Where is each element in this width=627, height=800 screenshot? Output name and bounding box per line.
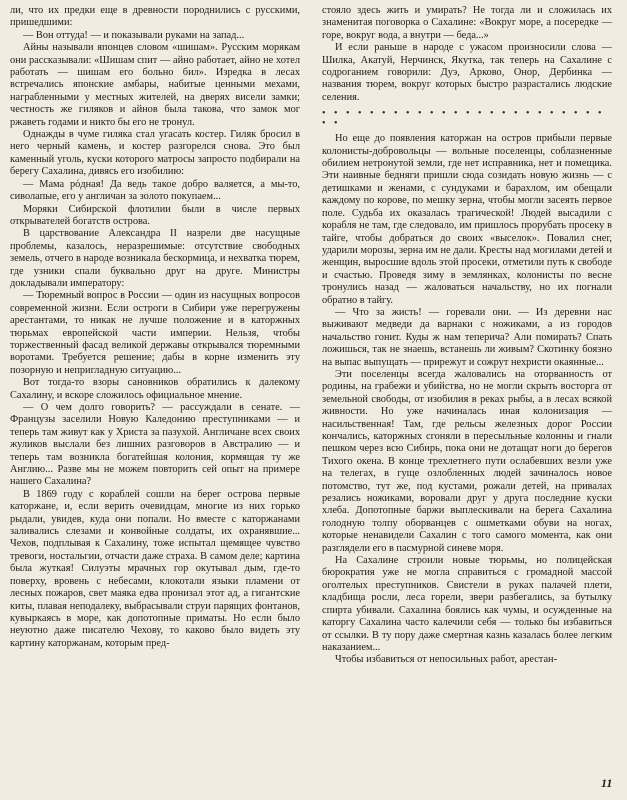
paragraph: На Сахалине строили новые тюрьмы, но полицейская бюрократия уже не могла справиться с громадной массой оголтелых преступников. Свистели в руках палачей плети, кладбища росли, леса горели, звери разбегались, за бутылку спирта убивали. Сахалина боялись как чумы, и осужденные на каторгу Сахалина часто калечили себя — только бы избавиться от ссылки. В ту пору даже смертная казнь казалась более легким наказанием...	[322, 555, 612, 653]
left-column	[10, 5, 300, 795]
paragraph: — О чем долго говорить? — рассуждали в сенате. — Французы заселили Новую Каледонию преступниками — и теперь там живут как у Христа за пазухой. Англичане всех своих жуликов выслали без лишних разговоров в Австралию — и теперь там возникла богатейшая колония, кормящая ту же Англию... Разве мы не можем повторить сей опыт на примере нашего Сахалина?	[10, 402, 300, 488]
right-column	[322, 5, 612, 765]
paragraph: Чтобы избавиться от непосильных работ, арестан-	[335, 654, 558, 666]
paragraph: В 1869 году с кораблей сошли на берег острова первые каторжане, и, если верить очевидцам, многие из них горько рыдали, увидев, куда они попали. Но вместе с каторжанами заливались слезами и конвойные солдаты, их охранявшие... Чехов, подплывая к Сахалину, тоже испытал щемящее чувство тревоги, ностальгии, отчасти даже страха. В самом деле; картина была жуткая! Силуэты мрачных гор окутывал дым, где-то поверху, вровень с небесами, клокотали языки пламени от лесных пожаров, свет маяка едва пронизал этот ад, а гигантские киты, плавая неподалеку, выбрасывали струи парящих фонтанов, кувыркаясь в море, как допотопные приматы. Но если было неуютно даже писателю Чехову, то каково было видеть эту картину каторжанам, которым пред-	[10, 488, 300, 649]
paragraph: В царствование Александра II назрели две насущные проблемы, казалось, неразрешимые: отсутствие свободных земель, отчего в народе возникала бескормица, и нехватка тюрем, где узники спали буквально друг на друге. Министры докладывали императору:	[10, 228, 300, 289]
paragraph: Но еще до появления каторжан на остров прибыли первые колонисты-добровольцы — вольные поселенцы, соблазненные обилием нетронутой земли, где нет исправника, нет и помещика. Эти наивные бедняги пришли сюда созидать новую жизнь — с детишками и женами, с сундуками и барахлом, им обещали каждому по корове, по мешку зерна, чтобы могли засеять первое поле. Судьба их оказалась трагической! Людей высадили с корабля не там, где следовало, им пришлось прорубать просеку в тайге, чтобы добраться до своих «выселок». Повалил снег, ударили морозы, зерна им не дали. Кресты над могилами детей и женщин, выросшие вдоль этой просеки, отметили путь к свободе и счастью. Проведя зиму в землянках, колонисты по весне тронулись назад — жаловаться начальству, но их погнали обратно в тайгу.	[322, 133, 612, 306]
paragraph: Моряки Сибирской флотилии были в числе первых открывателей богатств острова.	[10, 203, 300, 227]
paragraph: Айны называли японцев словом «шишам». Русским морякам они рассказывали: «Шишам спит — айно работает, айно не хотел работать — шишам его больно бил». Изредка в лесах встречались японские амбары, набитые ценными мехами, награбленными у местных жителей, на дверях висели замки; честность же гиляков и айнов была такова, что замок мог ржаветь годами и никто бы его не тронул.	[10, 42, 300, 128]
paragraph: — Тюремный вопрос в России — один из насущных вопросов современной жизни. Если остроги в Сибири уже перегружены арестантами, то никак не лучше положение и в каторжных тюрьмах европейской части империи. Нельзя, чтобы торжественный фасад великой державы открывался тюремными воротами. Требуется решение; дабы в корне изменить эту позорную и непригладную ситуацию...	[10, 290, 300, 376]
paragraph: ли, что их предки еще в древности породнились с русскими, пришедшими:	[10, 5, 300, 29]
paragraph: Эти поселенцы всегда жаловались на оторванность от родины, на грабежи и убийства, но не могли скрыть восторга от земельной свободы, от изобилия в реках рыбы, а в лесах всякой живности. Но уже начиналась иная колонизация — насильственная! Там, где рельсы железных дорог России кончались, каторжных сгоняли в пересыльные колонны и гнали пешком через всю Сибирь, пока они не дотащат ноги до берегов Тихого окена. В конце трехлетнего пути ослабевших везли уже на телегах, в гуще озлобленных людей зачиналось новое потомство, тут же, под кустами, рожали детей, на привалах резались ножиками, воровали друг у друга последние куски хлеба. Допотопные баржи выплескивали на берега Сахалина голодную толпу оборванцев с ошметками обуви на ногах, которые ненавидели Сахалин с того самого момента, как они разглядели его в пасмурной синеве моря.	[322, 368, 612, 554]
paragraph: И если раньше в народе с ужасом произносили слова — Шилка, Акатуй, Нерчинск, Якутка, так теперь на Сахалине с содроганием говорили: Дуэ, Арково, Онор, Дербинка — названия тюрем, вокруг которых быстро разрастались людские селения.	[322, 42, 612, 103]
page-number: 11	[601, 776, 613, 790]
paragraph: Вот тогда-то взоры сановников обратились к далекому Сахалину, и вскоре сложилось официальное мнение.	[10, 377, 300, 401]
paragraph: — Вон оттуда! — и показывали руками на запад...	[23, 29, 245, 41]
section-separator: • • • • • • • • • • • • • • • • • • • • • • • • • •	[322, 108, 605, 130]
paragraph: Однажды в чуме гиляка стал угасать костер. Гиляк бросил в него черный камень, и костер разгорелся снова. Это был каменный уголь, куски которого матросы запросто подбирали на берегу Сахалина, дивясь его изобилию:	[10, 129, 300, 178]
paragraph: стояло здесь жить и умирать? Не тогда ли и сложилась их знаменитая поговорка о Сахалине: «Вокруг море, а посередке — горе, вокруг вода, а внутри — беда...»	[322, 5, 612, 41]
paragraph: — Что за жисть! — горевали они. — Из деревни нас выживают медведи да варнаки с ножиками, а из городов начальство гонит. Куды ж нам теперича? Али помирать? Спать ложишься, так не знаешь, встанешь ли живым? Скотинку боязно на выпас выпущать — прирежут и сожрут нехристи окаянные...	[322, 306, 612, 368]
paragraph: — Мама рόдная! Да ведь такое добро валяется, а мы-то, сиволапые, его у англичан за золото покупаем...	[10, 178, 300, 203]
